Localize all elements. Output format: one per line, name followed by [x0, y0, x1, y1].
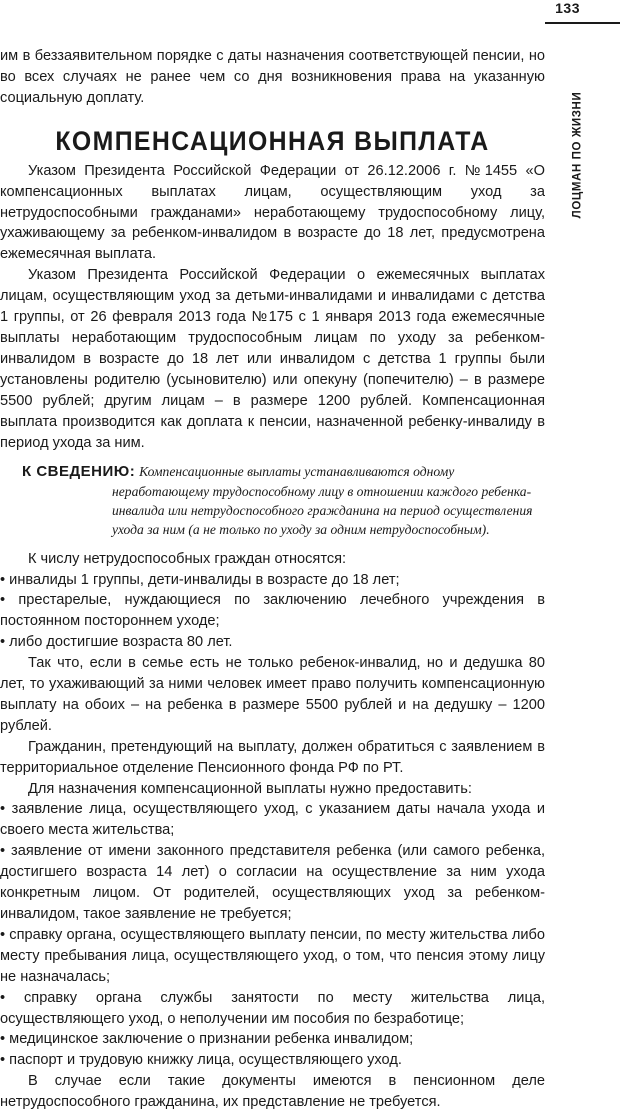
paragraph: Так что, если в семье есть не только ребенок-инвалид, но и дедушка 80 лет, то ухаживающий за ними человек имеет право получить компенсационную выплату на обоих – на ребенка в размере 5500 рублей и на дедушку – 1200 рублей.	[0, 655, 545, 734]
page-body	[0, 46, 545, 1113]
list-item: • справку органа, осуществляющего выплату пенсии, по месту жительства либо месту пребывания лица, осуществляющего уход, о том, что пенсия этому лицу не назначалась;	[0, 926, 545, 985]
running-head	[566, 60, 588, 250]
list-item: • инвалиды 1 группы, дети-инвалиды в возрасте до 18 лет;	[0, 571, 400, 588]
list-intro: К числу нетрудоспособных граждан относятся:	[28, 550, 347, 567]
list-item: • медицинское заключение о признании ребенка инвалидом;	[0, 1031, 414, 1048]
opening-paragraph: им в беззаявительном порядке с даты назначения соответствующей пенсии, но во всех случаях не ранее чем со дня возникновения права на указанную социальную доплату.	[0, 48, 545, 106]
closing-paragraph: В случае если такие документы имеются в пенсионном деле нетрудоспособного гражданина, их представление не требуется.	[0, 1073, 545, 1111]
list-item: • заявление от имени законного представителя ребенка (или самого ребенка, достигшего возраста 14 лет) о согласии на осуществление за ним ухода конкретным лицом. От родителей, осуществляющих уход за ребенком-инвалидом, такое заявление не требуется;	[0, 843, 545, 922]
list-item: • справку органа службы занятости по месту жительства лица, осуществляющего уход, о неполучении им пособия по безработице;	[0, 989, 545, 1027]
note-first-line: Компенсационные выплаты устанавливаются одному	[139, 464, 455, 480]
list-item: • престарелые, нуждающиеся по заключению лечебного учреждения в постоянном постороннем уходе;	[0, 592, 545, 630]
list-item: • заявление лица, осуществляющего уход, с указанием даты начала ухода и своего места жительства;	[0, 801, 545, 839]
section-heading: КОМПЕНСАЦИОННАЯ ВЫПЛАТА	[55, 125, 490, 156]
info-note: К СВЕДЕНИЮ: Компенсационные выплаты устанавливаются одному неработающему трудоспособному лицу в отношении каждого ребенка-инвалида или нетрудоспособного гражданина на период осуществления ухода за ним (а не только по уходу за одним нетрудоспособным).	[22, 462, 545, 539]
list-item: • паспорт и трудовую книжку лица, осуществляющего уход.	[0, 1052, 402, 1069]
note-label: К СВЕДЕНИЮ	[22, 463, 130, 481]
page-number: 133	[555, 0, 580, 16]
note-text: неработающему трудоспособному лицу в отношении каждого ребенка-инвалида или нетрудоспособного гражданина на период осуществления ухода за ним (а не только по уходу за одним нетрудоспособным).	[112, 483, 533, 538]
paragraph: Гражданин, претендующий на выплату, должен обратиться с заявлением в территориальное отделение Пенсионного фонда РФ по РТ.	[0, 738, 545, 776]
paragraph: Для назначения компенсационной выплаты нужно предоставить:	[28, 780, 472, 797]
list-item: • либо достигшие возраста 80 лет.	[0, 634, 233, 651]
paragraph: Указом Президента Российской Федерации от 26.12.2006 г. №1455 «О компенсационных выплатах лицам, осуществляющим уход за нетрудоспособными гражданами» неработающему трудоспособному лицу, ухаживающему за ребенком-инвалидом в возрасте до 18 лет, предусмотрена ежемесячная выплата.	[0, 162, 545, 263]
paragraph: Указом Президента Российской Федерации о ежемесячных выплатах лицам, осуществляющим уход за детьми-инвалидами и инвалидами с детства 1 группы, от 26 февраля 2013 года №175 с 1 января 2013 года ежемесячные выплаты неработающим трудоспособным лицам по уходу за ребенком-инвалидом в возрасте до 18 лет или инвалидом с детства 1 группы были установлены родителю (усыновителю) или опекуну (попечителю) – в размере 5500 рублей; другим лицам – в размере 1200 рублей. Компенсационная выплата производится как доплата к пенсии, назначенной ребенку-инвалиду в период ухода за ним.	[0, 267, 545, 451]
header-rule	[545, 22, 620, 24]
running-head-text: ЛОЦМАН ПО ЖИЗНИ	[571, 91, 584, 219]
